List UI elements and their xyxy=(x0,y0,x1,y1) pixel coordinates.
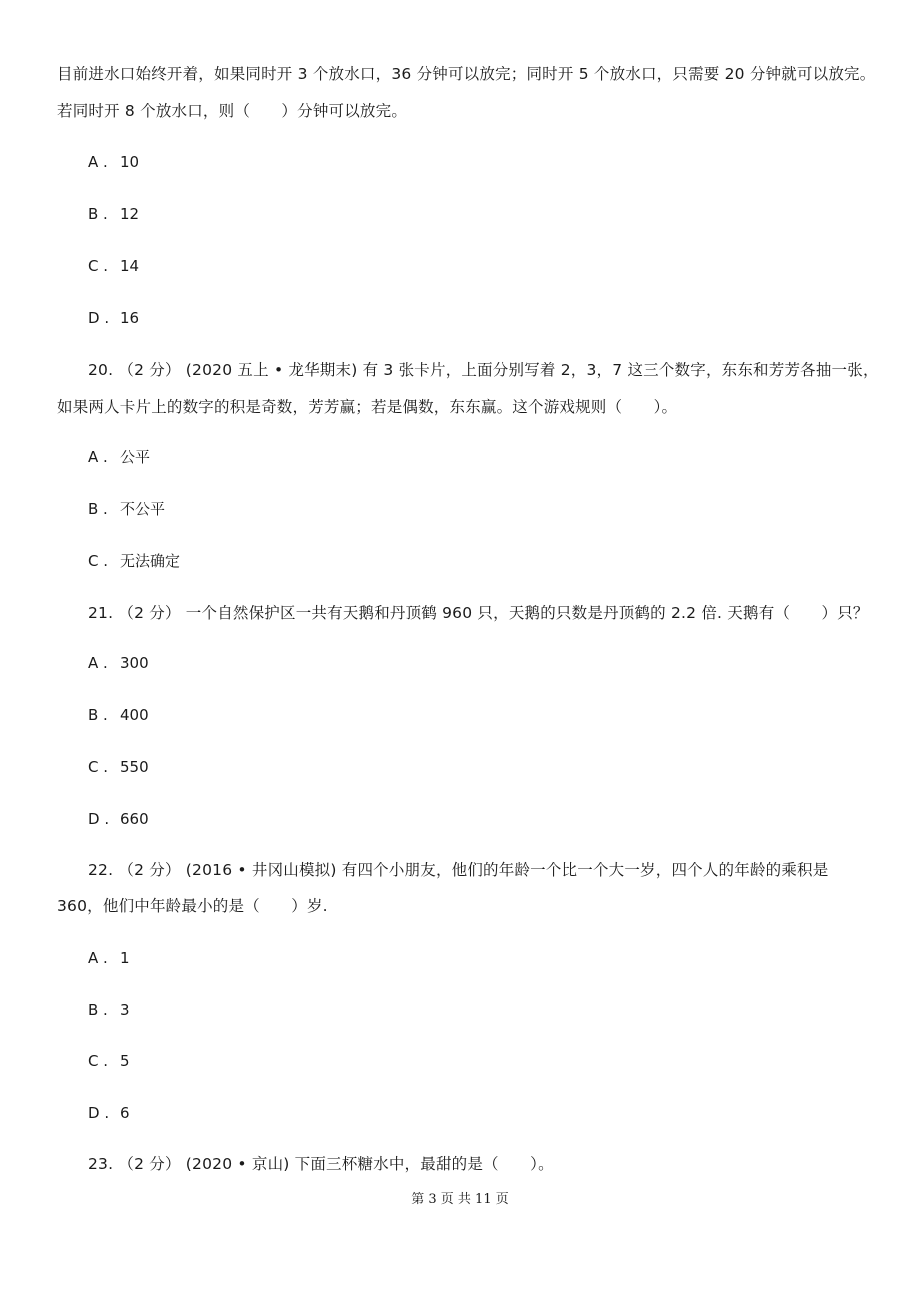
q20-text-line-1: 20. （2 分） (2020 五上 • 龙华期末) 有 3 张卡片，上面分别写着 2，3，7 这三个数字，东东和芳芳各抽一张， xyxy=(88,361,879,379)
option-letter: B . xyxy=(88,205,108,223)
option-letter: B . xyxy=(88,1001,108,1019)
option-text: 16 xyxy=(120,309,140,327)
q22-option-d[interactable] xyxy=(88,1103,130,1123)
option-letter: A . xyxy=(88,153,108,171)
option-letter: C . xyxy=(88,758,109,776)
q22-option-b[interactable] xyxy=(88,1000,130,1020)
q19-text-line-1: 目前进水口始终开着，如果同时开 3 个放水口，36 分钟可以放完；同时开 5 个放水口，只需要 20 分钟就可以放完。 xyxy=(57,65,876,83)
option-text: 550 xyxy=(120,758,149,776)
q20-option-b[interactable] xyxy=(88,499,165,519)
option-letter: A . xyxy=(88,448,108,466)
option-letter: C . xyxy=(88,552,109,570)
option-letter: B . xyxy=(88,500,108,518)
option-text: 无法确定 xyxy=(120,552,181,570)
q19-text-line-2: 若同时开 8 个放水口，则（ ）分钟可以放完。 xyxy=(57,102,408,120)
q21-text-line-1: 21. （2 分） 一个自然保护区一共有天鹅和丹顶鹤 960 只，天鹅的只数是丹顶鹤的 2.2 倍. 天鹅有（ ）只？ xyxy=(88,604,869,622)
q20-option-a[interactable] xyxy=(88,447,150,467)
q21-option-c[interactable] xyxy=(88,757,149,777)
option-text: 10 xyxy=(120,153,140,171)
q21-option-a[interactable] xyxy=(88,653,149,673)
q21-option-d[interactable] xyxy=(88,809,149,829)
option-text: 3 xyxy=(120,1001,130,1019)
q22-option-c[interactable] xyxy=(88,1051,130,1071)
option-text: 5 xyxy=(120,1052,130,1070)
option-text: 400 xyxy=(120,706,149,724)
q19-option-d[interactable] xyxy=(88,308,139,328)
option-letter: C . xyxy=(88,257,109,275)
option-letter: C . xyxy=(88,1052,109,1070)
option-letter: A . xyxy=(88,949,108,967)
q19-option-c[interactable] xyxy=(88,256,139,276)
q21-option-b[interactable] xyxy=(88,705,149,725)
option-letter: A . xyxy=(88,654,108,672)
q22-text-line-2: 360，他们中年龄最小的是（ ）岁. xyxy=(57,897,328,915)
q23-text-line-1: 23. （2 分） (2020 • 京山) 下面三杯糖水中，最甜的是（ ）。 xyxy=(88,1155,554,1173)
option-text: 12 xyxy=(120,205,140,223)
option-letter: D . xyxy=(88,309,110,327)
q20-text-line-2: 如果两人卡片上的数字的积是奇数，芳芳赢；若是偶数，东东赢。这个游戏规则（ ）。 xyxy=(57,398,678,416)
option-letter: D . xyxy=(88,810,110,828)
q19-option-a[interactable] xyxy=(88,152,139,172)
option-letter: B . xyxy=(88,706,108,724)
q22-option-a[interactable] xyxy=(88,948,130,968)
option-text: 660 xyxy=(120,810,149,828)
option-text: 1 xyxy=(120,949,130,967)
option-text: 14 xyxy=(120,257,140,275)
q19-option-b[interactable] xyxy=(88,204,139,224)
option-text: 不公平 xyxy=(120,500,166,518)
q22-text-line-1: 22. （2 分） (2016 • 井冈山模拟) 有四个小朋友，他们的年龄一个比一个大一岁，四个人的年龄的乘积是 xyxy=(88,861,829,879)
option-text: 公平 xyxy=(120,448,151,466)
q20-option-c[interactable] xyxy=(88,551,180,571)
option-letter: D . xyxy=(88,1104,110,1122)
option-text: 300 xyxy=(120,654,149,672)
page-number-footer: 第 3 页 共 11 页 xyxy=(411,1192,509,1207)
option-text: 6 xyxy=(120,1104,130,1122)
